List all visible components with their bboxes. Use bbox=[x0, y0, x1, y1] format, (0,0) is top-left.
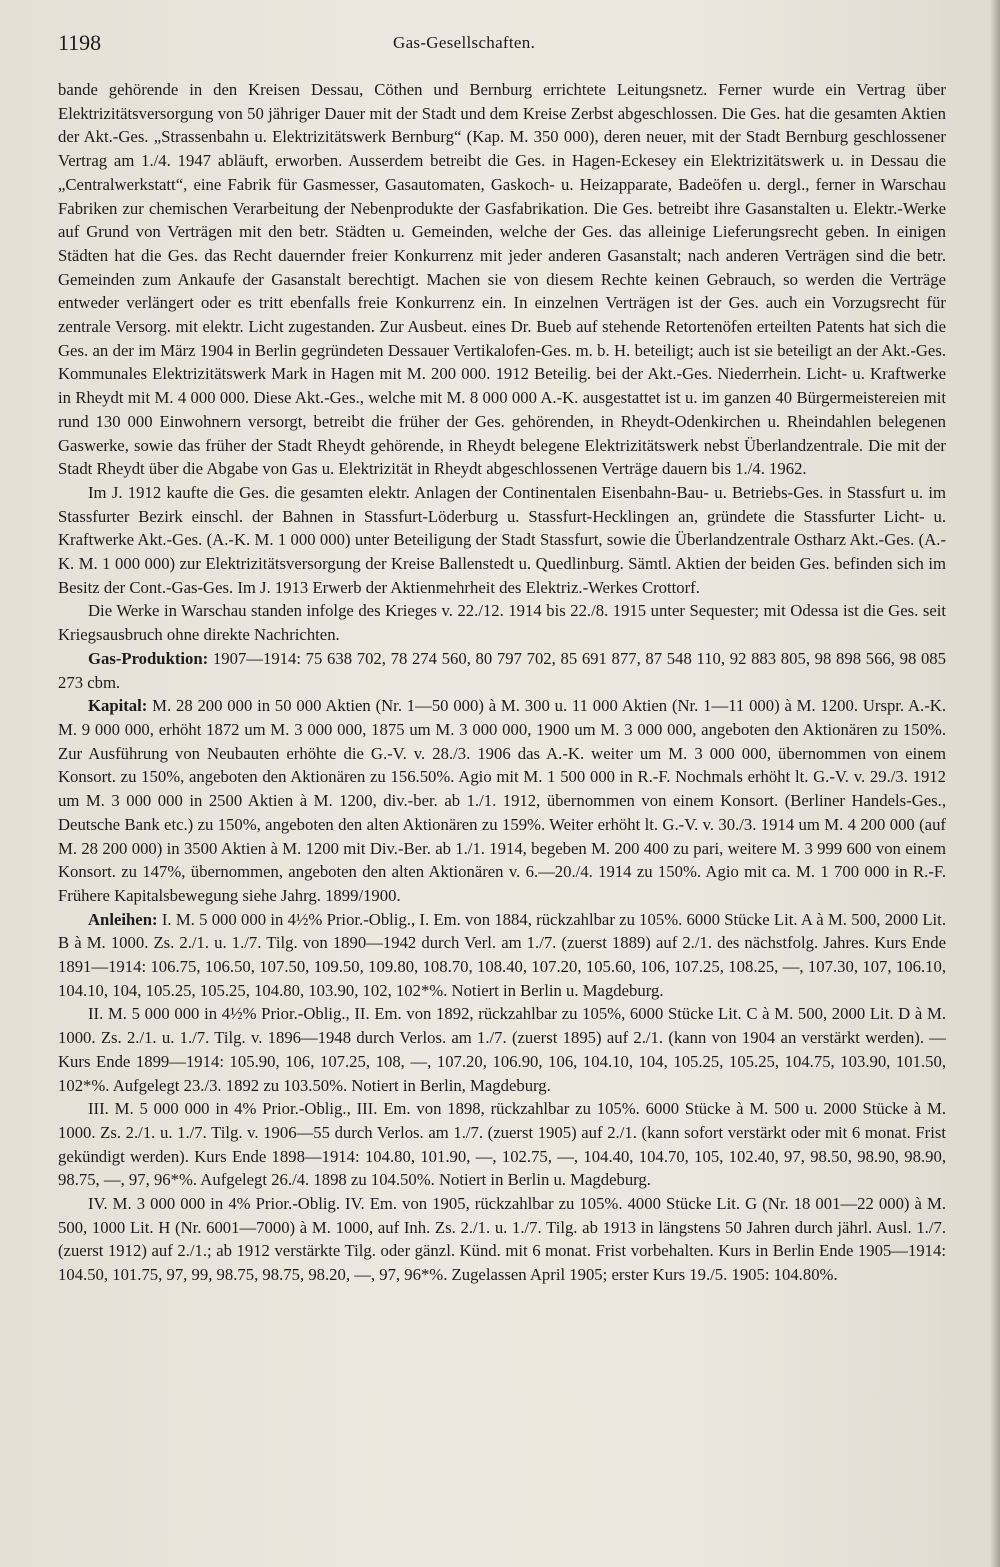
paragraph-text: II. M. 5 000 000 in 4½% Prior.-Oblig., II. Em. von 1892, rückzahlbar zu 105%, 6000 Stücke Lit. C à M. 500, 2000 Lit. D à M. 1000. Zs. 2./1. u. 1./7. Tilg. v. 1896—1948 durch Verlos. am 1./7. (zuerst 1895) auf 2./1. (kann von 1904 an verstärkt werden). — Kurs Ende 1899—1914: 105.90, 106, 107.25, 108, —, 107.20, 106.90, 106, 104.10, 104, 105.25, 105.25, 104.75, 103.90, 101.50, 102*%. Aufgelegt 23./3. 1892 zu 103.50%. Notiert in Berlin, Magdeburg. bbox=[58, 1004, 946, 1095]
page-edge-shadow bbox=[990, 0, 1000, 1567]
paragraph-text: bande gehörende in den Kreisen Dessau, Cöthen und Bernburg errichtete Leitungsnetz. Ferner wurde ein Vertrag über Elektrizitätsversorgung von 50 jähriger Dauer mit der Stadt und dem Kreise Zerbst abgeschlossen. Die Ges. hat die gesamten Aktien der Akt.-Ges. „Strassenbahn u. Elektrizitätswerk Bernburg“ (Kap. M. 350 000), deren neuer, mit der Stadt Bernburg geschlossener Vertrag am 1./4. 1947 abläuft, erworben. Ausserdem betreibt die Ges. in Hagen-Eckesey ein Elektrizitätswerk u. in Dessau die „Centralwerkstatt“, eine Fabrik für Gasmesser, Gasautomaten, Gaskoch- u. Heizapparate, Badeöfen u. dergl., ferner in Warschau Fabriken zur chemischen Verarbeitung der Nebenprodukte der Gasfabrikation. Die Ges. betreibt ihre Gasanstalten u. Elektr.-Werke auf Grund von Verträgen mit den betr. Städten u. Gemeinden, welche der Ges. das alleinige Lieferungsrecht geben. In einigen Städten hat die Ges. das Recht dauernder freier Konkurrenz mit jeder anderen Gasanstalt; nach anderen Verträgen sind die betr. Gemeinden zum Ankaufe der Gasanstalt berechtigt. Machen sie von diesem Rechte keinen Gebrauch, so werden die Verträge entweder verlängert oder es tritt ebenfalls freie Konkurrenz ein. In einzelnen Verträgen ist der Ges. auch ein Vorzugsrecht für zentrale Versorg. mit elektr. Licht zugestanden. Zur Ausbeut. eines Dr. Bueb auf stehende Retortenöfen erteilten Patents hat sich die Ges. an der im März 1904 in Berlin gegründeten Dessauer Vertikalofen-Ges. m. b. H. beteiligt; auch ist sie beteiligt an der Akt.-Ges. Kommunales Elektrizitätswerk Mark in Hagen mit M. 200 000. 1912 Beteilig. bei der Akt.-Ges. Niederrhein. Licht- u. Kraftwerke in Rheydt mit M. 4 000 000. Diese Akt.-Ges., welche mit M. 8 000 000 A.-K. ausgestattet ist u. im ganzen 40 Bürgermeistereien mit rund 130 000 Einwohnern versorgt, betreibt die früher der Ges. gehörenden, in Rheydt-Odenkirchen u. Rheindahlen belegenen Gaswerke, sowie das früher der Stadt Rheydt gehörende, in Rheydt belegene Elektrizitätswerk nebst Überlandzentrale. Die mit der Stadt Rheydt über die Abgabe von Gas u. Elektrizität in Rheydt abgeschlossenen Verträge dauern bis 1./4. 1962. bbox=[58, 80, 946, 479]
paragraph-text: IV. M. 3 000 000 in 4% Prior.-Oblig. IV. Em. von 1905, rückzahlbar zu 105%. 4000 Stücke Lit. G (Nr. 18 001—22 000) à M. 500, 1000 Lit. H (Nr. 6001—7000) à M. 1000, auf Inh. Zs. 2./1. u. 1./7. Tilg. ab 1913 in längstens 50 Jahren durch jährl. Ausl. 1./7. (zuerst 1912) auf 2./1.; ab 1912 verstärkte Tilg. oder gänzl. Künd. mit 6 monat. Frist vorbehalten. Kurs in Berlin Ende 1905—1914: 104.50, 101.75, 97, 99, 98.75, 98.75, 98.20, —, 97, 96*%. Zugelassen April 1905; erster Kurs 19./5. 1905: 104.80%. bbox=[58, 1194, 946, 1285]
section-heading: Kapital: bbox=[88, 696, 148, 716]
paragraph-p3 bbox=[58, 599, 946, 646]
paragraph-p8 bbox=[58, 1097, 946, 1192]
paragraph-p5 bbox=[58, 694, 946, 907]
paragraph-text: Im J. 1912 kaufte die Ges. die gesamten elektr. Anlagen der Continentalen Eisenbahn-Bau- u. Betriebs-Ges. in Stassfurt u. im Stassfurter Bezirk einschl. der Bahnen in Stassfurt-Löderburg u. Stassfurt-Hecklingen an, gründete die Stassfurter Licht- u. Kraftwerke Akt.-Ges. (A.-K. M. 1 000 000) unter Beteiligung der Stadt Stassfurt, sowie die Überlandzentrale Ostharz Akt.-Ges. (A.-K. M. 1 000 000) zur Elektrizitätsversorgung der Kreise Ballenstedt u. Quedlinburg. Sämtl. Aktien der beiden Ges. befinden sich im Besitz der Cont.-Gas-Ges. Im J. 1913 Erwerb der Aktienmehrheit des Elektriz.-Werkes Crottorf. bbox=[58, 482, 946, 597]
paragraph-p6 bbox=[58, 908, 946, 1003]
paragraph-text: Die Werke in Warschau standen infolge des Krieges v. 22./12. 1914 bis 22./8. 1915 unter Sequester; mit Odessa ist die Ges. seit Kriegsausbruch ohne direkte Nachrichten. bbox=[58, 601, 946, 645]
paragraph-p7 bbox=[58, 1002, 946, 1097]
running-title: Gas-Gesellschaften. bbox=[393, 33, 536, 52]
paragraph-p1 bbox=[58, 78, 946, 481]
paragraph-text: III. M. 5 000 000 in 4% Prior.-Oblig., III. Em. von 1898, rückzahlbar zu 105%. 6000 Stücke à M. 500 u. 2000 Stücke à M. 1000. Zs. 2./1. u. 1./7. Tilg. v. 1906—55 durch Verlos. am 1./7. (zuerst 1905) auf 2./1. (kann sofort verstärkt oder mit 6 monat. Frist gekündigt werden). Kurs Ende 1898—1914: 104.80, 101.90, —, 102.75, —, 104.40, 104.70, 105, 102.40, 97, 98.50, 98.90, 98.90, 98.75, —, 97, 96*%. Aufgelegt 26./4. 1898 zu 104.50%. Notiert in Berlin u. Magdeburg. bbox=[58, 1099, 946, 1190]
section-heading: Gas-Produktion: bbox=[88, 648, 209, 668]
paragraph-p2 bbox=[58, 481, 946, 600]
page-number: 1198 bbox=[58, 30, 102, 55]
section-heading: Anleihen: bbox=[88, 909, 158, 929]
paragraph-text: I. M. 5 000 000 in 4½% Prior.-Oblig., I. Em. von 1884, rückzahlbar zu 105%. 6000 Stücke Lit. A à M. 500, 2000 Lit. B à M. 1000. Zs. 2./1. u. 1./7. Tilg. von 1890—1942 durch Verl. am 1./7. (zuerst 1889) auf 2./1. des nächstfolg. Jahres. Kurs Ende 1891—1914: 106.75, 106.50, 107.50, 109.50, 109.80, 108.70, 108.40, 107.20, 105.60, 106, 107.25, 108.25, —, 107.30, 107, 106.10, 104.10, 104, 105.25, 105.25, 104.80, 103.90, 102, 102*%. Notiert in Berlin u. Magdeburg. bbox=[58, 909, 946, 1000]
paragraph-p4 bbox=[58, 647, 946, 694]
paragraph-text: M. 28 200 000 in 50 000 Aktien (Nr. 1—50 000) à M. 300 u. 11 000 Aktien (Nr. 1—11 000) à M. 1200. Urspr. A.-K. M. 9 000 000, erhöht 1872 um M. 3 000 000, 1875 um M. 3 000 000, 1900 um M. 3 000 000, angeboten den Aktionären zu 150%. Zur Ausführung von Neubauten erhöhte die G.-V. v. 28./3. 1906 das A.-K. weiter um M. 3 000 000, übernommen von einem Konsort. zu 150%, angeboten den Aktionären zu 156.50%. Agio mit M. 1 500 000 in R.-F. Nochmals erhöht lt. G.-V. v. 29./3. 1912 um M. 3 000 000 in 2500 Aktien à M. 1200, div.-ber. ab 1./1. 1912, übernommen von einem Konsort. (Berliner Handels-Ges., Deutsche Bank etc.) zu 150%, angeboten den alten Aktionären zu 159%. Weiter erhöht lt. G.-V. v. 30./3. 1914 um M. 4 200 000 (auf M. 28 200 000) in 3500 Aktien à M. 1200 mit Div.-Ber. ab 1./1. 1914, begeben M. 200 400 zu pari, weitere M. 3 999 600 von einem Konsort. zu 147%, übernommen, angeboten den alten Aktionären v. 6.—20./4. 1914 zu 150%. Agio mit ca. M. 1 700 000 in R.-F. Frühere Kapitalsbewegung siehe Jahrg. 1899/1900. bbox=[58, 696, 946, 905]
paragraph-p9 bbox=[58, 1192, 946, 1287]
body-text bbox=[58, 78, 946, 1287]
paragraph-text: 1907—1914: 75 638 702, 78 274 560, 80 797 702, 85 691 877, 87 548 110, 92 883 805, 98 898 566, 98 085 273 cbm. bbox=[58, 648, 946, 692]
page-header bbox=[58, 30, 970, 60]
